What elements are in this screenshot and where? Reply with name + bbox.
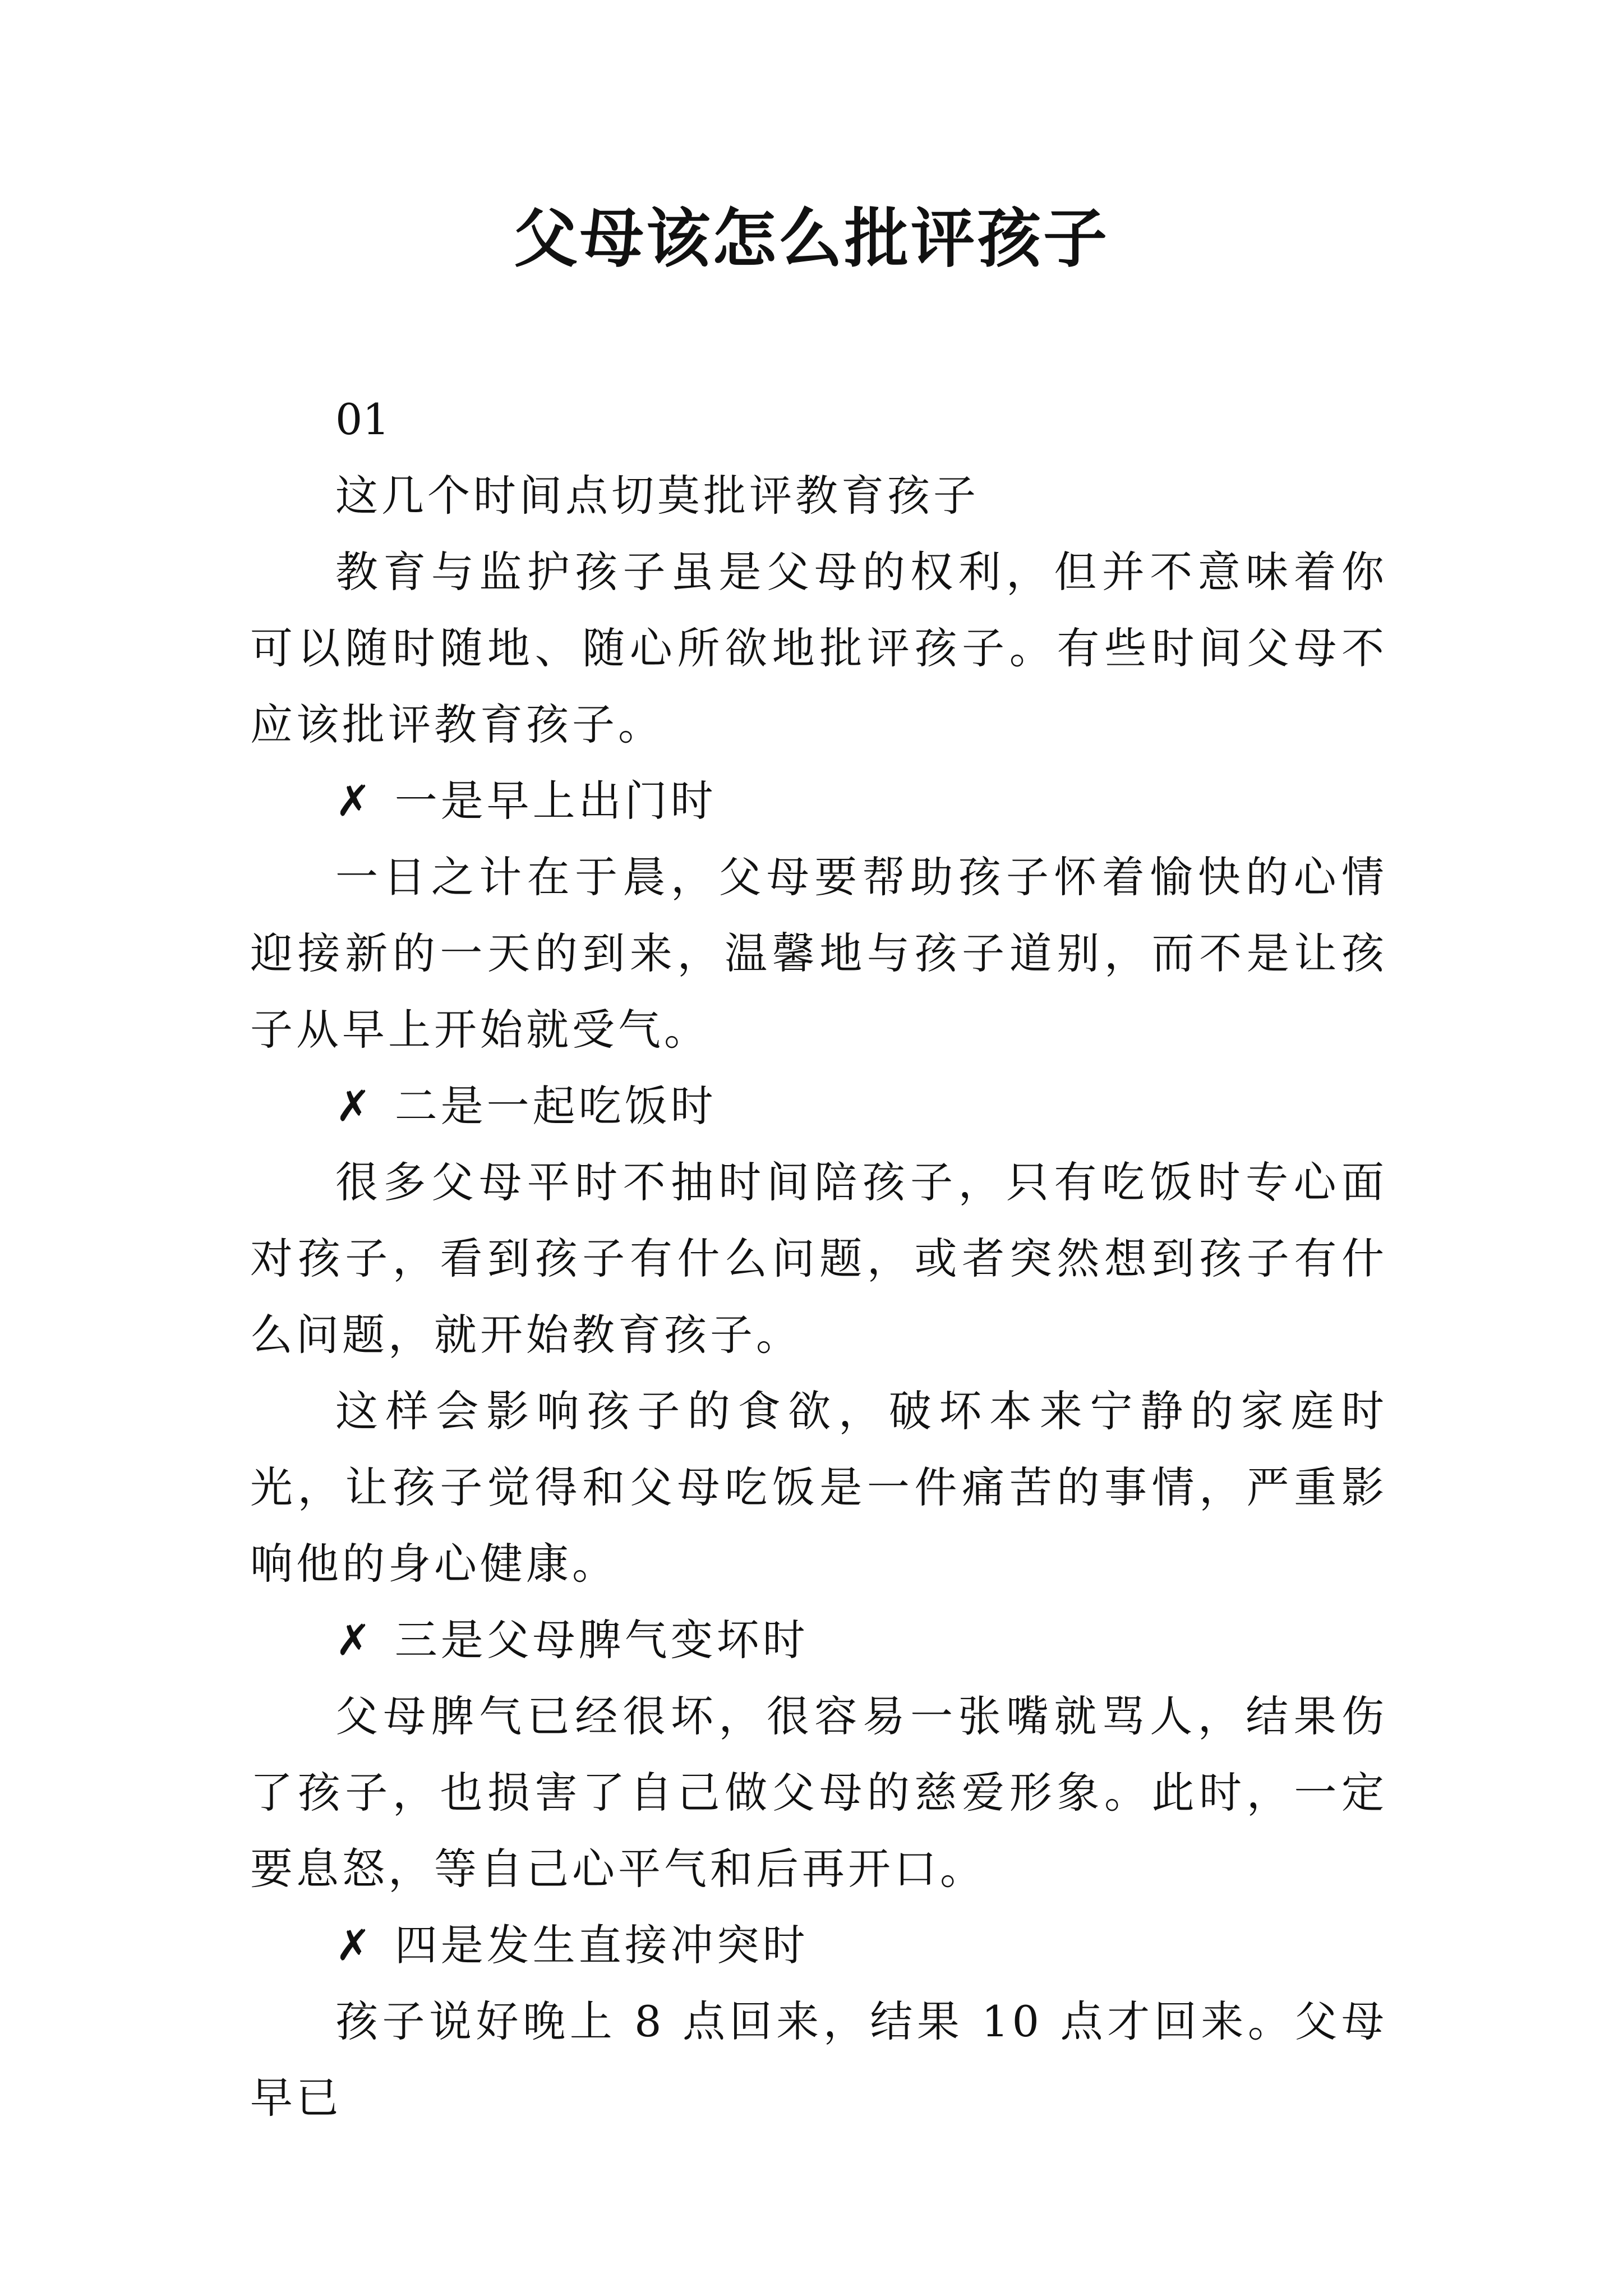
- paragraph-item1: 一日之计在于晨，父母要帮助孩子怀着愉快的心情迎接新的一天的到来，温馨地与孩子道别，而不是让孩子从早上开始就受气。: [250, 852, 1387, 1055]
- item-heading-text: 二是一起吃饭时: [394, 1081, 717, 1131]
- paragraph-item3: 父母脾气已经很坏，很容易一张嘴就骂人，结果伤了孩子，也损害了自己做父母的慈爱形象。此时，一定要息怒，等自己心平气和后再开口。: [250, 1691, 1387, 1894]
- document-body: [250, 381, 1387, 2136]
- item-heading-text: 一是早上出门时: [394, 776, 717, 826]
- item-heading-4: [250, 1907, 1387, 1984]
- cross-mark-icon: ✗: [335, 1920, 375, 1970]
- paragraph-item4: 孩子说好晚上 8 点回来，结果 10 点才回来。父母早已: [250, 1996, 1387, 2123]
- item-heading-1: [250, 763, 1387, 839]
- item-heading-text: 三是父母脾气变坏时: [394, 1615, 809, 1665]
- cross-mark-icon: ✗: [335, 776, 375, 826]
- item-heading-2: [250, 1068, 1387, 1144]
- section-heading: 这几个时间点切莫批评教育孩子: [335, 471, 979, 521]
- page-title: 父母该怎么批评孩子: [513, 201, 1109, 276]
- item-heading-text: 四是发生直接冲突时: [394, 1920, 809, 1970]
- section-number: 01: [335, 394, 390, 444]
- cross-mark-icon: ✗: [335, 1615, 375, 1665]
- paragraph-item2-b: 这样会影响孩子的食欲，破坏本来宁静的家庭时光，让孩子觉得和父母吃饭是一件痛苦的事情，严重影响他的身心健康。: [250, 1386, 1387, 1589]
- paragraph-item2-a: 很多父母平时不抽时间陪孩子，只有吃饭时专心面对孩子，看到孩子有什么问题，或者突然想到孩子有什么问题，就开始教育孩子。: [250, 1157, 1387, 1360]
- paragraph-intro: 教育与监护孩子虽是父母的权利，但并不意味着你可以随时随地、随心所欲地批评孩子。有些时间父母不应该批评教育孩子。: [250, 547, 1387, 749]
- cross-mark-icon: ✗: [335, 1081, 375, 1131]
- item-heading-3: [250, 1602, 1387, 1678]
